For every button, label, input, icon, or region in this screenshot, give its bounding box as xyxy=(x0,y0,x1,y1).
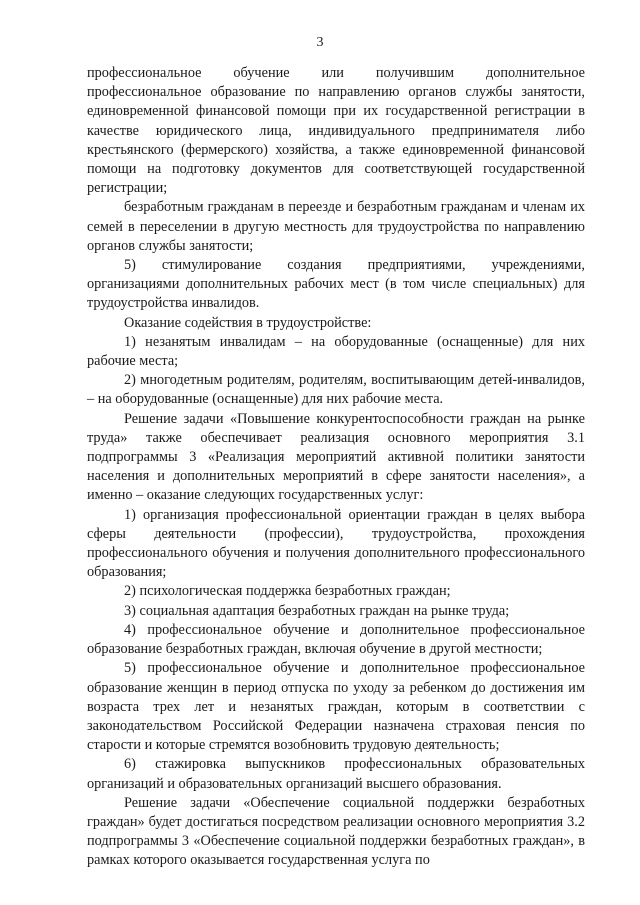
paragraph: 1) организация профессиональной ориентации граждан в целях выбора сферы деятельности (профессии), трудоустройства, прохождения профессионального обучения и получения дополнительного профессионального образования; xyxy=(87,506,585,581)
paragraph: безработным гражданам в переезде и безработным гражданам и членам их семей в переселении в другую местность для трудоустройства по направлению органов службы занятости; xyxy=(87,199,585,254)
page-number: 3 xyxy=(316,35,324,50)
paragraph: Решение задачи «Обеспечение социальной поддержки безработных граждан» будет достигаться посредством реализации основного мероприятия 3.2 подпрограммы 3 «Обеспечение социальной поддержки безработных граждан», в рамках которого оказывается государственная услуга по xyxy=(87,794,585,869)
paragraph: Оказание содействия в трудоустройстве: xyxy=(124,314,372,331)
paragraph: 3) социальная адаптация безработных граждан на рынке труда; xyxy=(124,602,510,619)
paragraph: профессиональное обучение или получившим дополнительное профессиональное образование по направлению органов службы занятости, единовременной финансовой помощи при их государственной регистрации в качестве юридического лица, индивидуального предпринимателя либо крестьянского (фермерского) хозяйства, а также единовременной финансовой помощи на подготовку документов для соответствующей государственной регистрации; xyxy=(87,65,585,197)
document-body xyxy=(87,64,585,871)
paragraph: 6) стажировка выпускников профессиональных образовательных организаций и образовательных организаций высшего образования. xyxy=(87,756,585,792)
paragraph: 5) профессиональное обучение и дополнительное профессиональное образование женщин в период отпуска по уходу за ребенком до достижения им возраста трех лет и незанятых граждан, которым в соответствии с законодательством Российской Федерации назначена страховая пенсия по старости и которые стремятся возобновить трудовую деятельность; xyxy=(87,660,585,754)
paragraph: 2) многодетным родителям, родителям, воспитывающим детей-инвалидов, – на оборудованные (оснащенные) для них рабочие места. xyxy=(87,372,585,408)
paragraph: 2) психологическая поддержка безработных граждан; xyxy=(124,583,451,600)
paragraph: 4) профессиональное обучение и дополнительное профессиональное образование безработных граждан, включая обучение в другой местности; xyxy=(87,621,585,658)
paragraph: 5) стимулирование создания предприятиями, учреждениями, организациями дополнительных рабочих мест (в том числе специальных) для трудоустройства инвалидов. xyxy=(87,257,585,312)
paragraph: 1) незанятым инвалидам – на оборудованные (оснащенные) для них рабочие места; xyxy=(87,333,585,370)
paragraph: Решение задачи «Повышение конкурентоспособности граждан на рынке труда» также обеспечивает реализация основного мероприятия 3.1 подпрограммы 3 «Реализация мероприятий активной политики занятости населения и дополнительных мероприятий в сфере занятости населения», а именно – оказание следующих государственных услуг: xyxy=(87,410,585,504)
